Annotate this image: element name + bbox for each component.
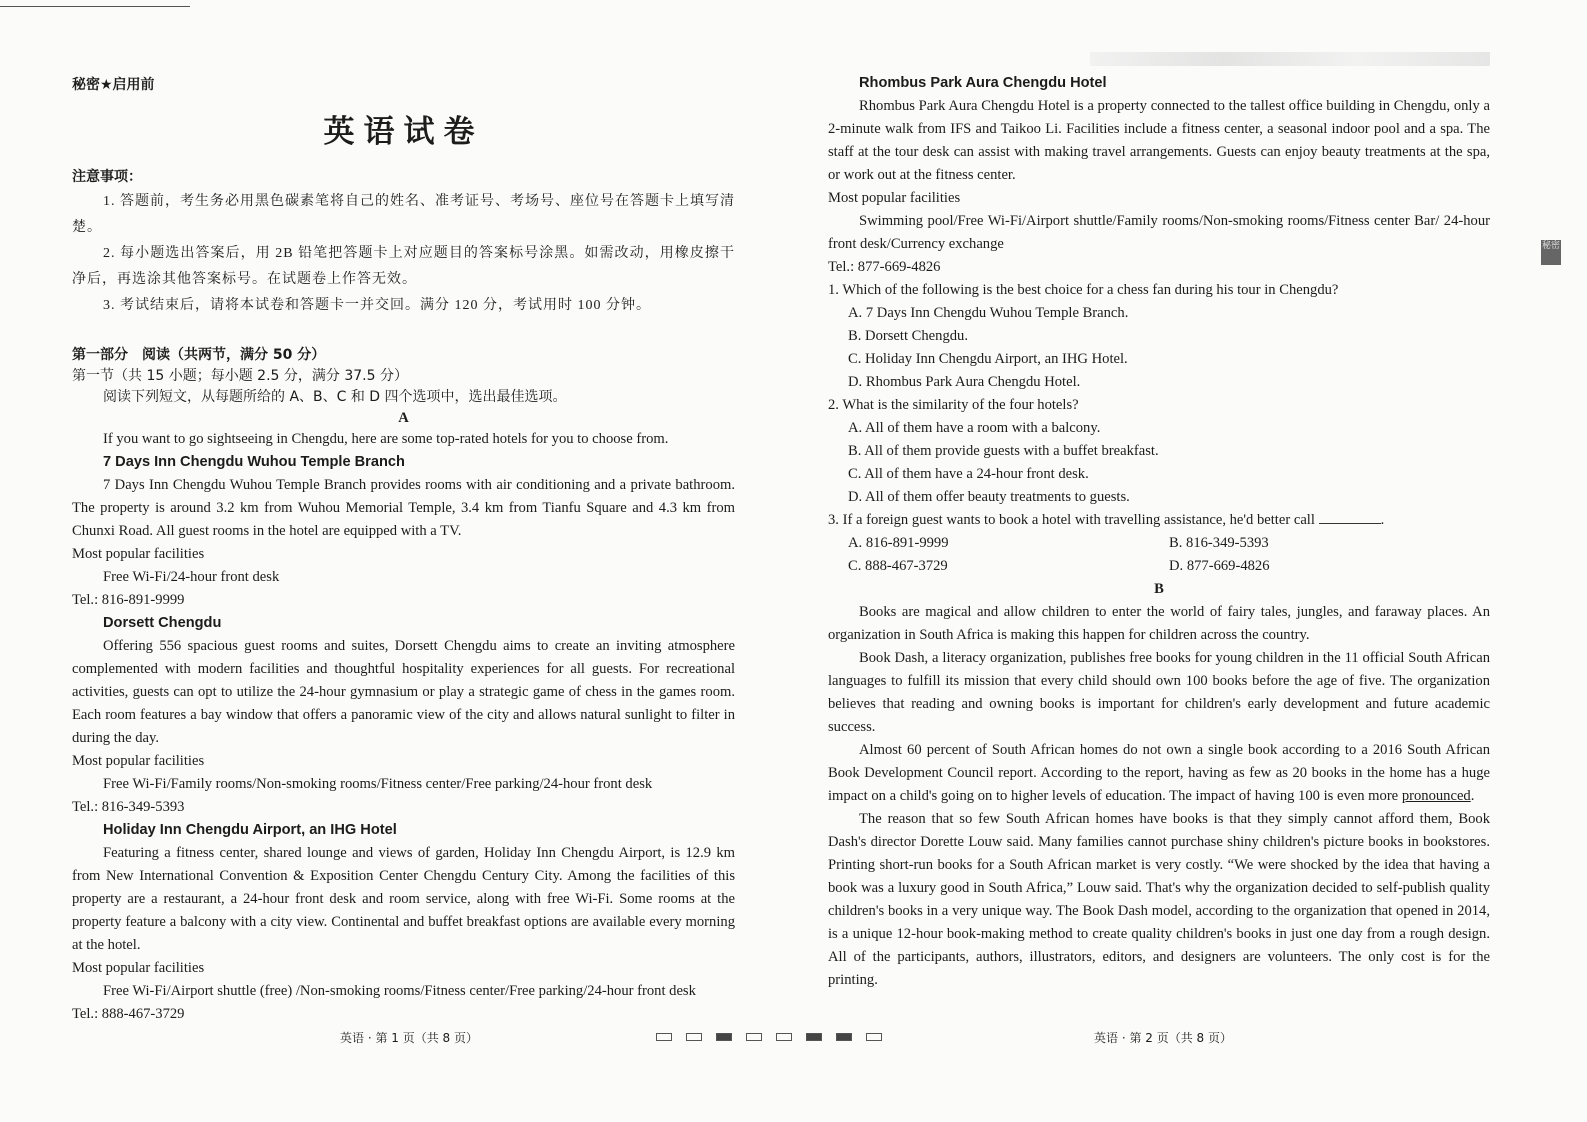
notice-heading: 注意事项： — [72, 169, 142, 185]
answer-blank — [1319, 511, 1381, 524]
secret-label: 秘密★启用前 — [72, 77, 155, 93]
question-option: A. All of them have a room with a balcony. — [848, 420, 1101, 436]
question-stem: 2. What is the similarity of the four hotels? — [828, 397, 1079, 413]
hotel-desc: 7 Days Inn Chengdu Wuhou Temple Branch provides rooms with air conditioning and a private bathroom. The property is around 3.2 km from Wuhou Memorial Temple, 3.4 km from Tianfu Square and 4.3 km from Chunxi Road. All guest rooms in the hotel are equipped with a TV. — [72, 477, 735, 539]
question-option: A. 816-891-9999 — [848, 535, 949, 551]
hotel-desc: Rhombus Park Aura Chengdu Hotel is a property connected to the tallest office building in Chengdu, only a 2-minute walk from IFS and Taikoo Li. Facilities include a fitness center, a seasonal indoor pool and a spa. The staff at the tour desk can assist with making travel arrangements. Guests can enjoy beauty treatments at the spa, or work out at the fitness center. — [828, 98, 1490, 183]
question-stem-row: 3. If a foreign guest wants to book a hotel with travelling assistance, he'd better call . — [828, 512, 1385, 528]
question-option: A. 7 Days Inn Chengdu Wuhou Temple Branch. — [848, 305, 1129, 321]
part-heading: 第一部分 阅读（共两节，满分 50 分） — [72, 347, 326, 363]
passage-paragraph: Book Dash, a literacy organization, publishes free books for young children in the 11 official South African languages to fulfill its mission that every child should own 100 books before the age of five. The organization believes that reading and owning books is important for children's early development and future academic success. — [828, 650, 1490, 735]
side-tag: 秘密 — [1541, 240, 1561, 265]
option-row — [828, 532, 1490, 555]
notice-item: 3. 考试结束后，请将本试卷和答题卡一并交回。满分 120 分，考试用时 100 分钟。 — [103, 298, 651, 313]
facilities-label: Most popular facilities — [72, 960, 205, 976]
scan-mark — [746, 1033, 762, 1041]
passage-intro: If you want to go sightseeing in Chengdu, here are some top-rated hotels for you to choose from. — [103, 431, 669, 447]
passage-label-a: A — [398, 410, 409, 426]
question-option: C. All of them have a 24-hour front desk. — [848, 466, 1089, 482]
right-page — [828, 72, 1490, 992]
scan-mark — [716, 1033, 732, 1041]
facilities-list: Swimming pool/Free Wi-Fi/Airport shuttle/Family rooms/Non-smoking rooms/Fitness center Bar/ 24-hour front desk/Currency exchange — [828, 213, 1490, 252]
scan-mark — [776, 1033, 792, 1041]
scan-mark — [656, 1033, 672, 1041]
facilities-list: Free Wi-Fi/24-hour front desk — [103, 569, 280, 585]
notice-item: 1. 答题前，考生务必用黑色碳素笔将自己的姓名、准考证号、考场号、座位号在答题卡上填写清楚。 — [72, 194, 735, 235]
hotel-name: Dorsett Chengdu — [103, 615, 222, 631]
facilities-label: Most popular facilities — [72, 753, 205, 769]
hotel-desc: Featuring a fitness center, shared lounge and views of garden, Holiday Inn Chengdu Airport, is 12.9 km from New International Convention & Exposition Center Chengdu Century City. Among the facilities of this property are a restaurant, a 24-hour front desk and room service, along with free Wi-Fi. Some rooms at the property feature a balcony with a city view. Continental and buffet breakfast options are available every morning at the hotel. — [72, 845, 735, 953]
hotel-tel: Tel.: 877-669-4826 — [828, 259, 941, 275]
scan-mark — [686, 1033, 702, 1041]
scan-mark — [806, 1033, 822, 1041]
passage-label-b: B — [1154, 581, 1164, 597]
passage-paragraph: Almost 60 percent of South African homes do not own a single book according to a 2016 South African Book Development Council report. According to the report, having as few as 20 books in the home has a huge impact on a child's going on to higher levels of education. The impact of having 100 is even more pronounced. — [828, 742, 1490, 804]
question-stem: 1. Which of the following is the best choice for a chess fan during his tour in Chengdu? — [828, 282, 1339, 298]
hotel-name: 7 Days Inn Chengdu Wuhou Temple Branch — [103, 454, 405, 470]
question-option: D. Rhombus Park Aura Chengdu Hotel. — [848, 374, 1081, 390]
passage-paragraph: Books are magical and allow children to enter the world of fairy tales, jungles, and faraway places. An organization in South Africa is making this happen for children across the country. — [828, 604, 1490, 643]
question-option: B. 816-349-5393 — [1169, 535, 1269, 551]
facilities-label: Most popular facilities — [72, 546, 205, 562]
page-title: 英语试卷 — [323, 114, 484, 150]
facilities-label: Most popular facilities — [828, 190, 961, 206]
page-footer-right: 英语 · 第 2 页（共 8 页） — [1094, 1031, 1232, 1045]
option-row — [828, 555, 1490, 578]
hotel-name: Holiday Inn Chengdu Airport, an IHG Hotel — [103, 822, 397, 838]
question-option: D. All of them offer beauty treatments to guests. — [848, 489, 1130, 505]
scan-smudge — [1090, 52, 1490, 66]
question-stem: 3. If a foreign guest wants to book a hotel with travelling assistance, he'd better call — [828, 512, 1315, 528]
paragraph-text: Almost 60 percent of South African homes do not own a single book according to a 2016 South African Book Development Council report. According to the report, having as few as 20 books in the home has a huge impact on a child's going on to higher levels of education. The impact of having 100 is even more — [828, 742, 1490, 804]
hotel-name: Rhombus Park Aura Chengdu Hotel — [859, 75, 1107, 91]
question-option: C. 888-467-3729 — [848, 558, 948, 574]
section-heading: 第一节（共 15 小题；每小题 2.5 分，满分 37.5 分） — [72, 368, 408, 384]
hotel-tel: Tel.: 888-467-3729 — [72, 1006, 185, 1022]
top-rule-gap — [190, 6, 245, 7]
question-option: B. All of them provide guests with a buffet breakfast. — [848, 443, 1159, 459]
facilities-list: Free Wi-Fi/Family rooms/Non-smoking rooms/Fitness center/Free parking/24-hour front desk — [103, 776, 653, 792]
passage-paragraph: The reason that so few South African homes have books is that they simply cannot afford them, Book Dash's director Dorette Louw said. Many families cannot purchase shiny children's picture books in bookstores. Printing short-run books for a South African market is very costly. “We were shocked by the idea that having a book was a luxury good in South Africa,” Louw said. That's why the organization decided to self-publish quality children's books in a very unique way. The Book Dash model, according to the organization that opened in 2014, is a unique 12-hour book-making method to create quality children's books in just one day from a rough design. All of the participants, authors, illustrators, editors, and designers are volunteers. The only cost is for the printing. — [828, 811, 1490, 988]
page-footer-left: 英语 · 第 1 页（共 8 页） — [340, 1031, 478, 1045]
hotel-tel: Tel.: 816-349-5393 — [72, 799, 185, 815]
scan-marks — [656, 1033, 882, 1041]
hotel-tel: Tel.: 816-891-9999 — [72, 592, 185, 608]
question-option: D. 877-669-4826 — [1169, 558, 1270, 574]
scan-mark — [866, 1033, 882, 1041]
instruction: 阅读下列短文，从每题所给的 A、B、C 和 D 四个选项中，选出最佳选项。 — [103, 389, 567, 405]
left-page — [72, 66, 735, 1026]
question-option: B. Dorsett Chengdu. — [848, 328, 968, 344]
underlined-word: pronounced — [1401, 788, 1471, 804]
question-option: C. Holiday Inn Chengdu Airport, an IHG Hotel. — [848, 351, 1128, 367]
facilities-list: Free Wi-Fi/Airport shuttle (free) /Non-smoking rooms/Fitness center/Free parking/24-hour front desk — [103, 983, 696, 999]
scan-mark — [836, 1033, 852, 1041]
hotel-desc: Offering 556 spacious guest rooms and suites, Dorsett Chengdu aims to create an inviting atmosphere complemented with modern facilities and thoughtful hospitality experiences for all guests. For recreational activities, guests can opt to utilize the 24-hour gymnasium or play a strategic game of chess in the games room. Each room features a bay window that offers a panoramic view of the city and allows natural sunlight to filter in during the day. — [72, 638, 735, 746]
notice-item: 2. 每小题选出答案后，用 2B 铅笔把答题卡上对应题目的答案标号涂黑。如需改动，用橡皮擦干净后，再选涂其他答案标号。在试题卷上作答无效。 — [72, 246, 735, 287]
